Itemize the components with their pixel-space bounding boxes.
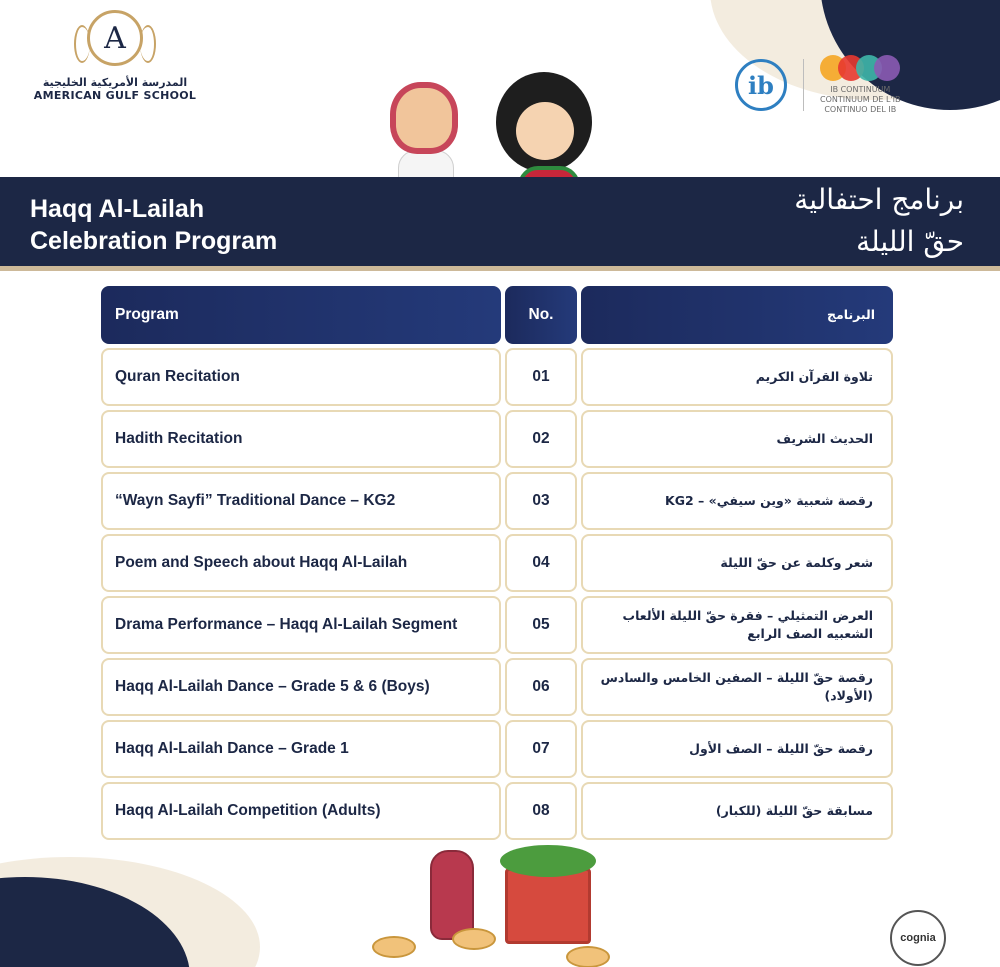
header-number: No. — [505, 286, 577, 344]
table-row — [101, 720, 893, 782]
girl-face-illustration — [516, 102, 574, 160]
page-title-arabic — [664, 179, 964, 263]
ib-continuum-text: CONTINUUM DE L'IB — [820, 95, 901, 104]
ib-continuum-dots-icon — [820, 55, 901, 81]
program-arabic-cell: مسابقة حقّ الليلة (للكبار) — [581, 782, 893, 840]
number-cell: 03 — [505, 472, 577, 530]
ib-continuum-text: CONTINUO DEL IB — [824, 105, 897, 114]
continuum-dot-icon — [874, 55, 900, 81]
program-arabic-cell: رقصة شعبية «وين سيفي» – KG2 — [581, 472, 893, 530]
gift-bag-icon — [430, 850, 474, 940]
ib-continuum-logo — [820, 55, 901, 115]
ib-continuum-text: IB CONTINUUM — [830, 85, 891, 94]
header-program: Program — [101, 286, 501, 344]
number-cell: 01 — [505, 348, 577, 406]
program-arabic-cell: رقصة حقّ الليلة – الصفين الخامس والسادس (الأولاد) — [581, 658, 893, 716]
table-row — [101, 472, 893, 534]
table-row — [101, 348, 893, 410]
candy-icon — [372, 936, 416, 958]
table-row — [101, 410, 893, 472]
number-cell: 07 — [505, 720, 577, 778]
boy-head-illustration — [390, 82, 458, 154]
program-arabic-cell: تلاوة القرآن الكريم — [581, 348, 893, 406]
program-arabic-cell: الحديث الشريف — [581, 410, 893, 468]
program-arabic-cell: العرض التمثيلي – فقرة حقّ الليلة الألعاب الشعبيه الصف الرابع — [581, 596, 893, 654]
table-row — [101, 782, 893, 844]
program-cell: Drama Performance – Haqq Al-Lailah Segment — [101, 596, 501, 654]
school-name-english: AMERICAN GULF SCHOOL — [33, 89, 197, 102]
page-title-english — [30, 193, 370, 257]
program-arabic-cell: شعر وكلمة عن حقّ الليلة — [581, 534, 893, 592]
program-arabic-cell: رقصة حقّ الليلة – الصف الأول — [581, 720, 893, 778]
program-cell: Quran Recitation — [101, 348, 501, 406]
cognia-accreditation-badge: cognia — [890, 910, 946, 966]
program-cell: Haqq Al-Lailah Competition (Adults) — [101, 782, 501, 840]
number-cell: 05 — [505, 596, 577, 654]
candy-icon — [566, 946, 610, 967]
number-cell: 04 — [505, 534, 577, 592]
title-line: Haqq Al-Lailah — [30, 195, 205, 223]
gift-ribbon-icon — [500, 845, 596, 877]
program-table — [101, 286, 893, 844]
title-line: برنامج احتفالية — [794, 183, 964, 216]
title-line: حقّ الليلة — [856, 225, 964, 258]
table-row — [101, 534, 893, 596]
table-row — [101, 658, 893, 720]
school-emblem-icon: A — [87, 10, 143, 66]
program-cell: “Wayn Sayfi” Traditional Dance – KG2 — [101, 472, 501, 530]
gift-box-icon — [505, 868, 591, 944]
number-cell: 02 — [505, 410, 577, 468]
school-name-arabic: المدرسة الأمريكية الخليجية — [42, 76, 188, 89]
header-program-arabic: البرنامج — [581, 286, 893, 344]
table-row — [101, 596, 893, 658]
program-cell: Haqq Al-Lailah Dance – Grade 1 — [101, 720, 501, 778]
candy-icon — [452, 928, 496, 950]
title-banner — [0, 177, 1000, 271]
ib-logos — [735, 55, 901, 115]
number-cell: 06 — [505, 658, 577, 716]
divider — [803, 59, 804, 111]
program-cell: Haqq Al-Lailah Dance – Grade 5 & 6 (Boys) — [101, 658, 501, 716]
title-line: Celebration Program — [30, 227, 278, 255]
number-cell: 08 — [505, 782, 577, 840]
school-logo — [30, 10, 200, 102]
ib-world-school-icon: ib — [735, 59, 787, 111]
table-header-row — [101, 286, 893, 348]
program-cell: Hadith Recitation — [101, 410, 501, 468]
program-cell: Poem and Speech about Haqq Al-Lailah — [101, 534, 501, 592]
